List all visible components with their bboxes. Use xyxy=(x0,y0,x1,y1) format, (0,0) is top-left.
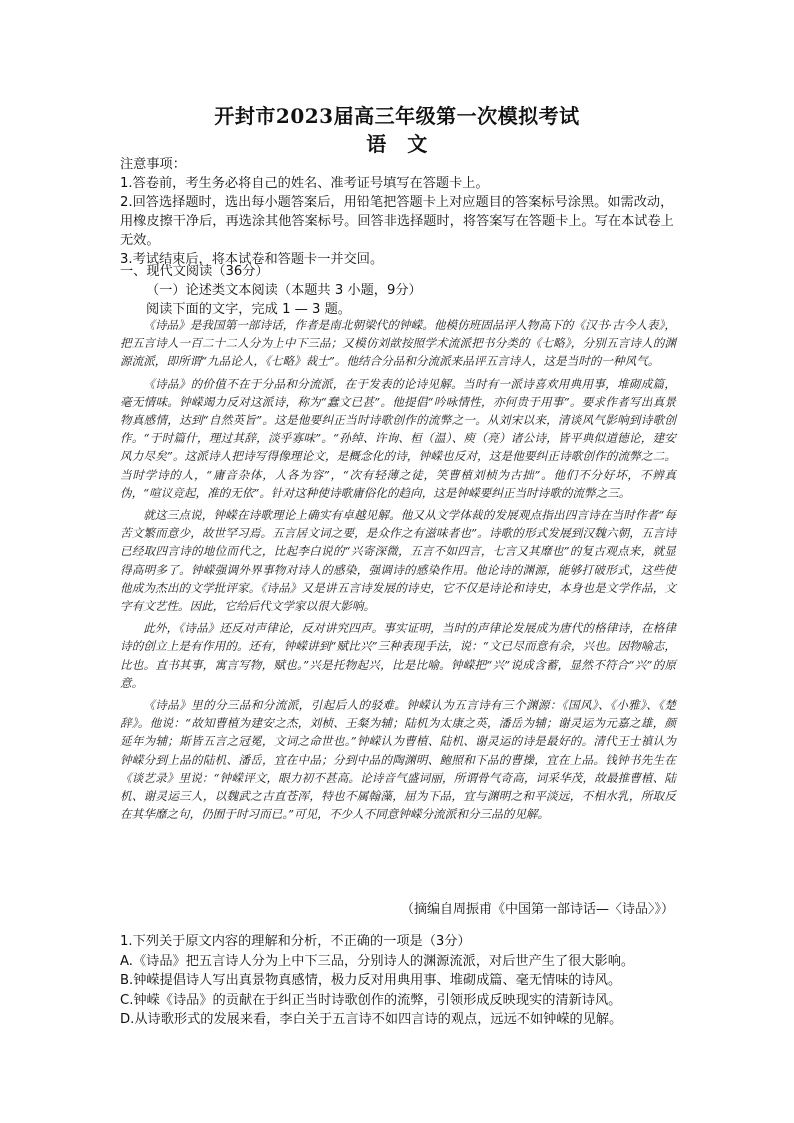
passage-paragraph: 此外，《诗品》还反对声律论，反对讲究四声。事实证明，当时的声律论发展成为唐代的格律诗，在格律诗的创立上是有作用的。还有，钟嵘讲到“赋比兴”三种表现手法，说：“文已尽而意有余，兴也。因物喻志，比也。直书其事，寓言写物，赋也。”兴是托物起兴，比是比喻。钟嵘把“兴”说成含蓄，显然不符合“兴”的原意。 xyxy=(120,621,676,690)
subject-title: 语 文 xyxy=(366,132,428,156)
instruction: 阅读下面的文字，完成 1 — 3 题。 xyxy=(146,302,351,317)
passage-source: （摘编自周振甫《中国第一部诗话—〈诗品〉》） xyxy=(400,902,674,917)
passage-paragraph: 《诗品》是我国第一部诗话，作者是南北朝梁代的钟嵘。他模仿班固品评人物高下的《汉书·古今人表》，把五言诗人一百二十二人分为上中下三品；又模仿刘歆按照学术流派把书分类的《七略》，分别五言诗人的渊源流派，即所谓“九品论人，《七略》裁士”。他结合分品和分流派来品评五言诗人，这是当时的一种风气。 xyxy=(120,318,676,369)
notes-item: 2.回答选择题时，选出每小题答案后，用铅笔把答题卡上对应题目的答案标号涂黑。如需改动，用橡皮擦干净后，再选涂其他答案标号。回答非选择题时，将答案写在答题卡上。写在本试卷上无效。 xyxy=(120,195,674,248)
passage-paragraph: 《诗品》里的分三品和分流派，引起后人的驳难。钟嵘认为五言诗有三个渊源：《国风》、《小雅》、《楚辞》。他说：“故知曹植为建安之杰，刘桢、王粲为辅；陆机为太康之英，潘岳为辅；谢灵运为元嘉之雄，颜延年为辅；斯皆五言之冠冕，文词之命世也。”钟嵘认为曹植、陆机、谢灵运的诗是最好的。清代王士禛认为钟嵘分到上品的陆机、潘岳，宜在中品；分到中品的陶渊明、鲍照和下品的曹操，宜在上品。钱钟书先生在《谈艺录》里说：“钟嵘评文，眼力初不甚高。论诗音气盛词丽，所谓骨气奇高，词采华茂，故最推曹植、陆机、谢灵运三人，以魏武之古直苍浑，特也不属翰藻，屈为下品，宜与渊明之和平淡远，不相水乳，所取反在其华靡之句，仍囿于时习而已。”可见，不少人不同意钟嵘分流派和分三品的见解。 xyxy=(120,698,676,822)
passage-paragraph: 就这三点说，钟嵘在诗歌理论上确实有卓越见解。他又从文学体裁的发展观点指出四言诗在当时作者“每苦文繁而意少，故世罕习焉。五言居文词之要，是众作之有滋味者也”。诗歌的形式发展到汉魏六朝，五言诗已经取四言诗的地位而代之，比起李白说的“兴寄深微，五言不如四言，七言又其靡也”的复古观点来，就显得高明多了。钟嵘强调外界事物对诗人的感染，强调诗的感染作用。他论诗的渊源，能够打破形式，这些使他成为杰出的文学批评家。《诗品》又是讲五言诗发展的诗史，它不仅是诗论和诗史，本身也是文学作品，文字有文艺性。因此，它给后代文学家以很大影响。 xyxy=(120,508,676,614)
passage-paragraph: 《诗品》的价值不在于分品和分流派，在于发表的论诗见解。当时有一派诗喜欢用典用事，堆砌成篇，毫无情味。钟嵘竭力反对这派诗，称为“蠢文已甚”。他提倡“吟咏情性，亦何贵于用事”。要求作者写出真景物真感情，达到“自然英旨”。这是他要纠正当时诗歌创作的流弊之一。从刘宋以来，清谈风气影响到诗歌创作。“于时篇什，理过其辞，淡乎寡味”。“孙绰、许询、桓（温）、庾（亮）诸公诗，皆平典似道德论，建安风力尽矣”。这派诗人把诗写得像理论文，是概念化的诗，钟嵘也反对，这是他要纠正诗歌创作的流弊之二。当时学诗的人，“庸音杂体，人各为容”，“次有轻薄之徒，笑曹植刘桢为古拙”。他们不分好坏，不辨真伪，“喧议竞起，准的无依”。针对这种使诗歌庸俗化的趋向，这是钟嵘要纠正当时诗歌的流弊之三。 xyxy=(120,376,676,500)
question-1 xyxy=(120,932,680,1030)
question-stem: 1.下列关于原文内容的理解和分析，不正确的一项是（3分） xyxy=(120,934,471,949)
option-b: B.钟嵘提倡诗人写出真景物真感情，极力反对用典用事、堆砌成篇、毫无情味的诗风。 xyxy=(120,973,622,988)
reading-passage xyxy=(120,316,676,827)
sub-title: （一）论述类文本阅读（本题共 3 小题，9分） xyxy=(146,283,422,298)
notes-heading: 注意事项： xyxy=(120,157,186,172)
option-d: D.从诗歌形式的发展来看，李白关于五言诗不如四言诗的观点，远远不如钟嵘的见解。 xyxy=(120,1012,623,1027)
section-header xyxy=(120,262,680,319)
exam-title: 开封市2023届高三年级第一次模拟考试 xyxy=(214,104,580,128)
option-a: A.《诗品》把五言诗人分为上中下三品，分别诗人的渊源流派，对后世产生了很大影响。 xyxy=(120,953,635,969)
part-title: 一、现代文阅读（36分） xyxy=(120,264,269,279)
notes-item: 1.答卷前，考生务必将自己的姓名、准考证号填写在答题卡上。 xyxy=(120,176,489,191)
option-c: C.钟嵘《诗品》的贡献在于纠正当时诗歌创作的流弊，引领形成反映现实的清新诗风。 xyxy=(120,992,622,1008)
notes-item: 3.考试结束后，将本试卷和答题卡一并交回。 xyxy=(120,252,384,267)
notes-block xyxy=(120,155,680,269)
